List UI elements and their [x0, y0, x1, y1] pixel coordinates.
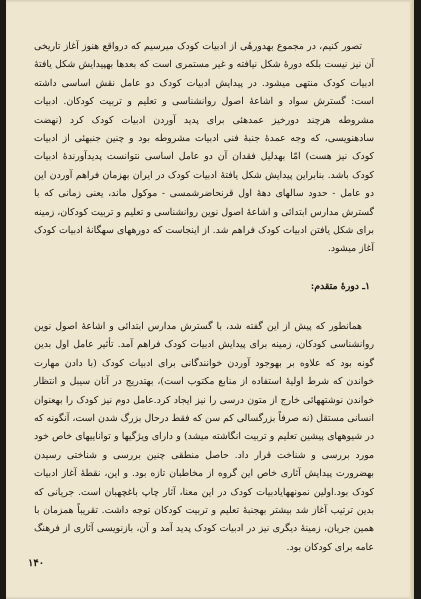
- page-edge: [410, 0, 414, 599]
- paragraph-1-text: تصور کنیم، در مجموع بهدورهٔی از ادبیات کودک میرسیم که درواقع هنوز آغاز تاریخی آن نیز نیست بلکه دورهٔ شکل نیافته و غیر مستمری است که بعدها بهپیدایش شکل یافتهٔ ادبیات کودک منتهی میشود. در پیدایش ادبیات کودک دو عامل نقش اساسی داشته است: گسترش سواد و اشاعهٔ اصول روانشناسی و تعلیم و تربیت کودکان. ادبیات مشروطه هرچند دورخیز عمدهئی برای پدید آوردن ادبیات کودک کرد (نهضت سادهنویسی، که وجه عمدهٔ جنبهٔ فنی ادبیات مشروطه بود و چنین جنبهئی از ادبیات کودک نیز هست) امّا بهدلیل فقدان آن دو عامل اساسی نتوانست پدیدآورندهٔ ادبیات کودک باشد. بنابراین پیدایش شکل یافتهٔ ادبیات کودک در ایران بهزمان فراهم آوردن این دو عامل - حدود سالهای دههٔ اول قرنحاضرشمسی - موکول ماند، یعنی زمانی که با گسترش مدارس ابتدائی و اشاعهٔ اصول نوین روانشناسی و تعلیم و تربیت کودکان، زمینه برای شکل یافتن ادبیات کودک فراهم شد. از اینجاست که دورههای سهگانهٔ ادبیات کودک آغاز میشود.: [34, 41, 374, 255]
- book-page: [6, 0, 414, 599]
- paragraph-2: [34, 318, 374, 557]
- page-number: ۱۴۰: [28, 558, 45, 569]
- paragraph-1: [34, 38, 374, 259]
- paragraph-2-text: همانطور که پیش از این گفته شد، با گسترش مدارس ابتدائی و اشاعهٔ اصول نوین روانشناسی کودکان، زمینه برای پیدایش ادبیات کودک فراهم آمد. تأثیر عامل اول بدین گونه بود که علاوه بر بهوجود آوردن خوانندگانی برای ادبیات کودک (با دادن مهارت خواندن که شرط اولیهٔ استفاده از منابع مکتوب است)، بهتدریج در آنان سیبل و انتظار خواندن نوشتههائی خارج از متون درسی را نیز ایجاد کرد.عامل دوم نیز کودک را بهعنوان انسانی مستقل (نه صرفاً بزرگسالی کم سن که فقط درحال بزرگ شدن است، آنگونه که در شیوههای پیشین تعلیم و تربیت انگاشته میشد) و دارای ویژگیها و تواناییهای خاص خود مورد بررسی و شناخت قرار داد. حاصل منطقی چنین بررسی و شناختی رسیدن بهضرورت پیدایش آثاری خاص این گروه از مخاطبان تازه بود. و این، نقطهٔ آغاز ادبیات کودک بود.اولین نمونههایادبیات کودک در این معنا، آثار چاپ باغچهبان است. جریانی که بدین ترتیب آغاز شد بیشتر بهجنبهٔ تعلیم و تربیت کودکان توجه داشت. تقریباً همزمان با همین جریان، زمینهٔ دیگری نیز در ادبیات کودک پدید آمد و آن، بازنویسی آثاری از فرهنگ عامه برای کودکان بود.: [34, 321, 374, 553]
- section-heading: ۱ـ دورهٔ متقدم:: [310, 281, 370, 292]
